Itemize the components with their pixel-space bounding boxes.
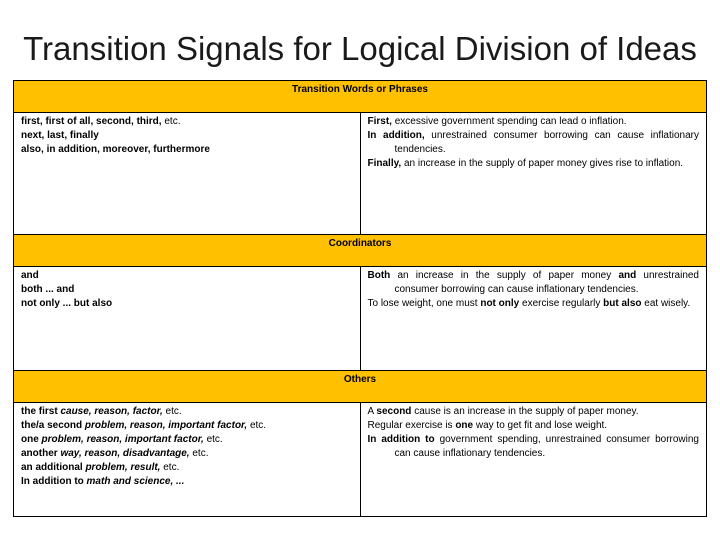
text-run: In addition to <box>367 434 435 445</box>
text-run: way to get fit and lose weight. <box>473 420 608 431</box>
text-run: etc. <box>203 434 223 445</box>
examples-cell <box>360 403 707 517</box>
signal-line <box>21 297 353 311</box>
text-run: In addition to <box>21 476 84 487</box>
text-run: an increase in the supply of paper money gives rise to inflation. <box>401 158 684 169</box>
text-run: and <box>21 270 39 281</box>
example-sentence <box>368 115 700 129</box>
signal-line <box>21 461 353 475</box>
example-sentence <box>368 297 700 311</box>
signal-line <box>21 447 353 461</box>
signal-line <box>21 433 353 447</box>
text-run: next, last, finally <box>21 130 99 141</box>
text-run: To lose weight, one must <box>367 298 481 309</box>
section-content-row <box>14 267 707 371</box>
text-run: an increase in the supply of paper money <box>390 270 619 281</box>
signal-line <box>21 269 353 283</box>
example-sentence <box>368 157 700 171</box>
text-run: excessive government spending can lead o inflation. <box>391 116 627 127</box>
text-run: unrestrained consumer borrowing can cause inflationary tendencies. <box>394 270 699 295</box>
text-run: etc. <box>160 462 180 473</box>
text-run: etc. <box>162 406 182 417</box>
text-run: but also <box>603 298 642 309</box>
signal-line <box>21 405 353 419</box>
text-run: both ... and <box>21 284 75 295</box>
text-run: etc. <box>189 448 209 459</box>
section-header: Coordinators <box>14 235 707 267</box>
signal-line <box>21 143 353 157</box>
signals-cell <box>14 267 361 371</box>
text-run: way, reason, disadvantage, <box>57 448 190 459</box>
signal-line <box>21 475 353 489</box>
section-header: Others <box>14 371 707 403</box>
example-sentence <box>368 419 700 433</box>
signals-cell <box>14 403 361 517</box>
text-run: cause, reason, factor, <box>57 406 163 417</box>
text-run: and <box>618 270 637 281</box>
section-header-row <box>14 371 707 403</box>
text-run: one <box>455 420 474 431</box>
section-header-row <box>14 81 707 113</box>
text-run: first, first of all, second, third, <box>21 116 162 127</box>
text-run: second <box>376 406 412 417</box>
text-run: A <box>367 406 377 417</box>
section-header: Transition Words or Phrases <box>14 81 707 113</box>
text-run: an additional <box>21 462 83 473</box>
text-run: eat wisely. <box>641 298 691 309</box>
text-run: the/a second <box>21 420 83 431</box>
text-run: Finally, <box>367 158 402 169</box>
example-sentence <box>368 433 700 461</box>
text-run: math and science, ... <box>83 476 185 487</box>
text-run: another <box>21 448 58 459</box>
text-run: etc. <box>161 116 181 127</box>
section-content-row <box>14 403 707 517</box>
section-header-row <box>14 235 707 267</box>
text-run: also, in addition, moreover, furthermore <box>21 144 210 155</box>
text-run: not only ... but also <box>21 298 113 309</box>
signal-line <box>21 115 353 129</box>
example-sentence <box>368 129 700 157</box>
text-run: unrestrained consumer borrowing can cause inflationary tendencies. <box>394 130 699 155</box>
examples-cell <box>360 113 707 235</box>
signals-cell <box>14 113 361 235</box>
text-run: etc. <box>247 420 267 431</box>
examples-cell <box>360 267 707 371</box>
text-run: cause is an increase in the supply of paper money. <box>411 406 639 417</box>
signal-line <box>21 283 353 297</box>
slide-title: Transition Signals for Logical Division of Ideas <box>23 30 697 67</box>
text-run: problem, reason, important factor, <box>82 420 248 431</box>
text-run: government spending, unrestrained consumer borrowing can cause inflationary tendencies. <box>394 434 699 459</box>
text-run: Both <box>367 270 391 281</box>
text-run: Regular exercise is <box>367 420 456 431</box>
text-run: exercise regularly <box>519 298 604 309</box>
example-sentence <box>368 269 700 297</box>
text-run: problem, reason, important factor, <box>38 434 204 445</box>
transition-table <box>13 80 707 517</box>
signal-line <box>21 129 353 143</box>
text-run: In addition, <box>367 130 425 141</box>
example-sentence <box>368 405 700 419</box>
text-run: the first <box>21 406 58 417</box>
text-run: First, <box>367 116 392 127</box>
signal-line <box>21 419 353 433</box>
section-content-row <box>14 113 707 235</box>
text-run: one <box>21 434 39 445</box>
text-run: not only <box>480 298 520 309</box>
text-run: problem, result, <box>82 462 161 473</box>
